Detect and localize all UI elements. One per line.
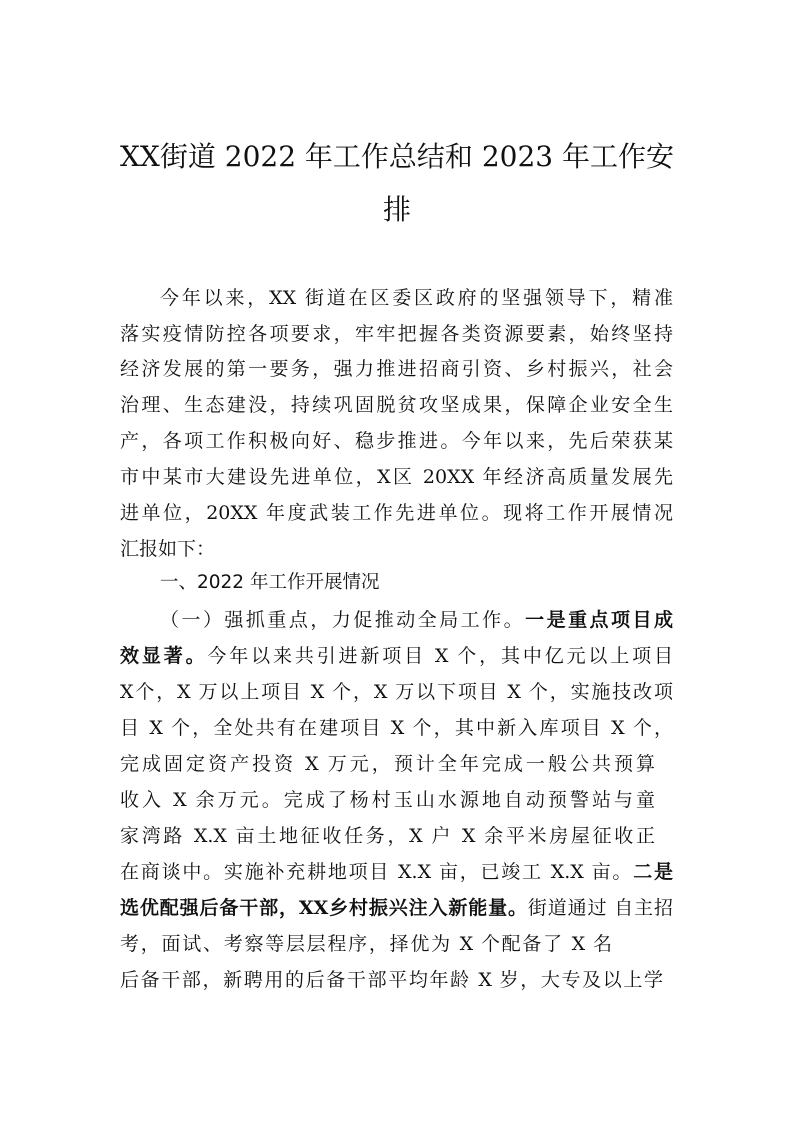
text-line	[120, 932, 612, 956]
text-run: 目 X 个，全处共有在建项目 X 个，其中新入库项目 X 个，	[120, 717, 673, 739]
text-line	[120, 465, 673, 489]
document-title-line-1: XX街道 2022 年工作总结和 2023 年工作安	[120, 140, 674, 173]
text-run: 产，各项工作积极向好、稳步推进。今年以来，先后荣获某	[120, 430, 673, 452]
text-run: 后备干部，新聘用的后备干部平均年龄 X 岁，大专及以上学	[120, 969, 663, 991]
text-line	[120, 501, 673, 525]
text-run: 一、2022 年工作开展情况	[160, 572, 380, 593]
text-line	[120, 752, 655, 776]
text-line	[160, 608, 673, 632]
text-line	[120, 644, 673, 668]
section-heading	[160, 571, 673, 595]
text-line	[120, 537, 673, 561]
text-line	[120, 896, 673, 920]
text-line	[120, 788, 655, 812]
text-run: （一）强抓重点，力促推动全局工作。	[160, 609, 526, 631]
text-run: 汇报如下：	[120, 538, 216, 560]
text-run: 考，面试、考察等层层程序，择优为 X 个配备了 X 名	[120, 933, 612, 955]
text-line	[160, 286, 673, 310]
text-run: X个，X 万以上项目 X 个，X 万以下项目 X 个，实施技改项	[120, 681, 673, 703]
document-title-line-2: 排	[382, 193, 411, 226]
text-line	[120, 716, 673, 740]
text-run: 在商谈中。实施补充耕地项目 X.X 亩，已竣工 X.X 亩。	[120, 861, 634, 883]
text-run: 完成固定资产投资 X 万元，预计全年完成一般公共预算	[120, 753, 655, 775]
text-line	[120, 322, 673, 346]
text-run: 落实疫情防控各项要求，牢牢把握各类资源要素，始终坚持	[120, 323, 673, 345]
text-line	[120, 357, 673, 381]
bold-text: 二是	[633, 861, 673, 883]
text-run: 今年以来共引进新项目 X 个，其中亿元以上项目	[207, 645, 673, 667]
text-run: 市中某市大建设先进单位，X区 20XX 年经济高质量发展先	[120, 466, 673, 488]
text-run: 街道通过 自主招	[527, 897, 673, 919]
text-line	[120, 393, 673, 417]
text-line	[120, 680, 673, 704]
text-line	[120, 968, 663, 992]
text-line	[120, 429, 673, 453]
text-run: 治理、生态建没，持续巩固脱贫攻坚成果，保障企业安全生	[120, 394, 673, 416]
text-line	[120, 860, 673, 884]
text-run: 经济发展的第一要务，强力推进招商引资、乡村振兴，社会	[120, 358, 673, 380]
text-run: 今年以来，XX 街道在区委区政府的坚强领导下，精准	[160, 287, 673, 309]
bold-text: 选优配强后备干部，XX乡村振兴注入新能量。	[120, 897, 528, 919]
text-line	[120, 824, 655, 848]
text-run: 收入 X 余万元。完成了杨村玉山水源地自动预警站与童	[120, 789, 655, 811]
bold-text: 一是重点项目成	[525, 609, 673, 631]
text-run: 进单位，20XX 年度武装工作先进单位。现将工作开展情况	[120, 502, 673, 524]
bold-text: 效显著。	[120, 645, 208, 667]
text-run: 家湾路 X.X 亩土地征收任务，X 户 X 余平米房屋征收正	[120, 825, 655, 847]
